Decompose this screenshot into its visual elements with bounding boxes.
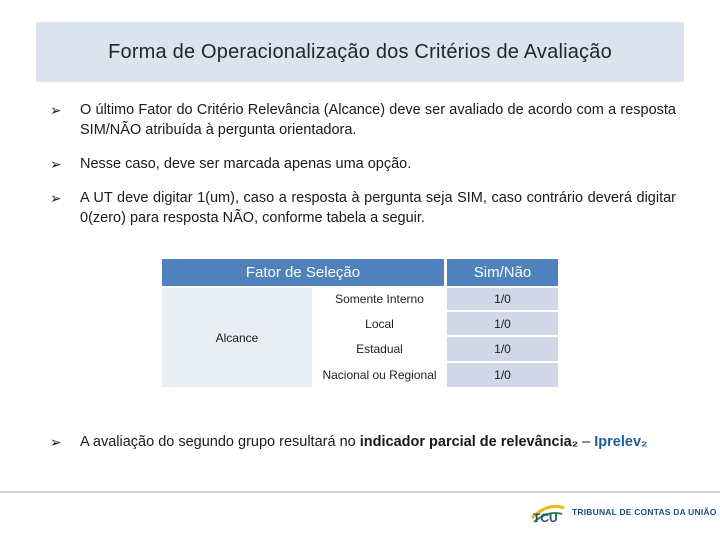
tcu-logo-icon [530,498,566,526]
bullet-item [50,188,676,228]
bullet-item [50,100,676,140]
indicator-code: Iprelev₂ [594,434,648,450]
table-option-cell: Nacional ou Regional [315,363,444,387]
bullet-text-part: A avaliação do segundo grupo resultará no [80,434,360,450]
table-value-cell: 1/0 [447,312,558,335]
bullet-text: Nesse caso, deve ser marcada apenas uma opção. [80,156,412,172]
bullet-text-part: – [578,434,595,450]
bullet-item [50,154,676,174]
bullet-text [80,432,676,452]
selection-table [162,259,558,387]
table-value-cell: 1/0 [447,363,558,387]
table-option-cell: Somente Interno [315,288,444,310]
table-value-cell: 1/0 [447,288,558,310]
table-header-factor: Fator de Seleção [162,259,444,286]
arrow-bullet-icon: ➢ [50,102,62,118]
footer-divider [0,491,720,493]
title-band [36,22,684,82]
bullet-text: A UT deve digitar 1(um), caso a resposta à pergunta seja SIM, caso contrário deverá digitar 0(zero) para resposta NÃO, conforme tabela a seguir. [80,190,676,226]
table-value-cell: 1/0 [447,337,558,361]
tcu-logo [530,498,717,526]
bullet-text: O último Fator do Critério Relevância (Alcance) deve ser avaliado de acordo com a resposta SIM/NÃO atribuída à pergunta orientadora. [80,102,676,138]
tcu-logo-mark-text: TCU [533,511,558,525]
slide-title: Forma de Operacionalização dos Critérios de Avaliação [108,40,612,63]
arrow-bullet-icon: ➢ [50,190,62,206]
table-option-cell: Local [315,312,444,335]
bullet-item [50,432,676,452]
arrow-bullet-icon: ➢ [50,434,62,450]
indicator-name: indicador parcial de relevância₂ [359,434,579,450]
tcu-logo-text: TRIBUNAL DE CONTAS DA UNIÃO [572,507,717,517]
table-header-yes-no: Sim/Não [447,259,558,286]
table-option-cell: Estadual [315,337,444,361]
arrow-bullet-icon: ➢ [50,156,62,172]
table-group-label: Alcance [162,288,312,387]
